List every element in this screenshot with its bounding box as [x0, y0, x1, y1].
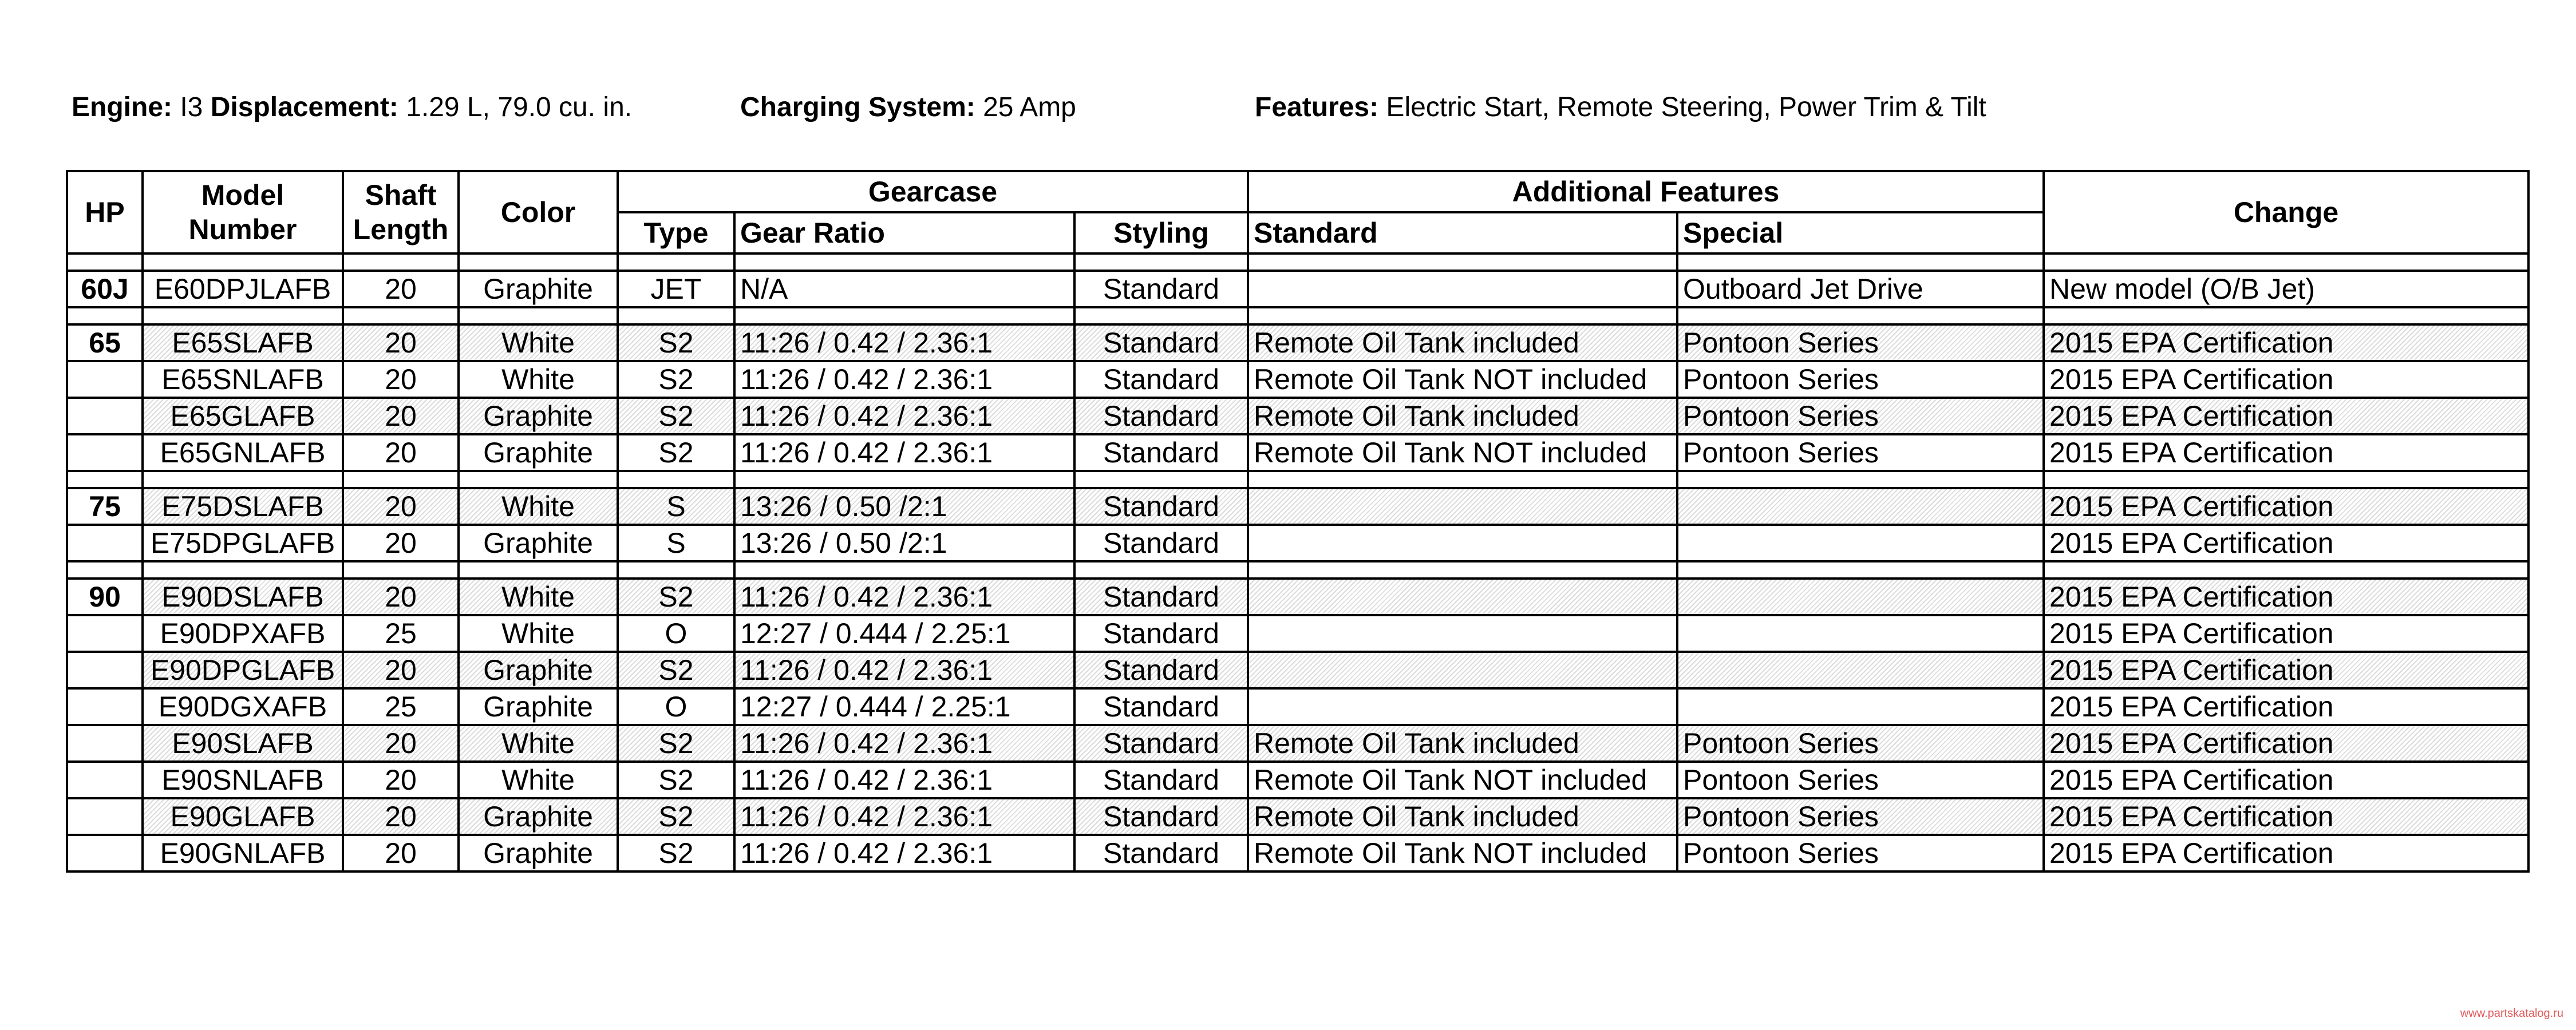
- gear-ratio-cell: 13:26 / 0.50 /2:1: [734, 488, 1074, 525]
- model-table: [66, 170, 2530, 873]
- header-gearcase: Gearcase: [618, 171, 1248, 212]
- table-body: [67, 253, 2528, 871]
- displacement-value: 1.29 L, 79.0 cu. in.: [406, 92, 633, 122]
- change-cell: 2015 EPA Certification: [2044, 525, 2528, 561]
- spacer-cell: [1677, 253, 2044, 271]
- spacer-cell: [1677, 471, 2044, 488]
- change-cell: 2015 EPA Certification: [2044, 434, 2528, 471]
- group-spacer-row: [67, 253, 2528, 271]
- color-cell: Graphite: [459, 835, 618, 871]
- charging-label: Charging System:: [740, 92, 975, 122]
- hp-cell: [67, 434, 143, 471]
- change-cell: 2015 EPA Certification: [2044, 835, 2528, 871]
- standard-feature-cell: [1248, 579, 1677, 615]
- table-row: [67, 324, 2528, 361]
- header-color: Color: [459, 171, 618, 253]
- spacer-cell: [2044, 253, 2528, 271]
- change-cell: 2015 EPA Certification: [2044, 398, 2528, 434]
- model-number-cell: E65GLAFB: [143, 398, 343, 434]
- hp-cell: [67, 725, 143, 762]
- hp-cell: [67, 652, 143, 688]
- spacer-cell: [343, 253, 459, 271]
- change-cell: 2015 EPA Certification: [2044, 361, 2528, 398]
- header-special: Special: [1677, 212, 2044, 253]
- special-feature-cell: Pontoon Series: [1677, 798, 2044, 835]
- table-row: [67, 361, 2528, 398]
- spacer-cell: [67, 561, 143, 579]
- color-cell: White: [459, 725, 618, 762]
- spacer-cell: [343, 561, 459, 579]
- spacer-cell: [343, 307, 459, 324]
- standard-feature-cell: [1248, 525, 1677, 561]
- gear-ratio-cell: 11:26 / 0.42 / 2.36:1: [734, 798, 1074, 835]
- spacer-cell: [1248, 253, 1677, 271]
- color-cell: Graphite: [459, 434, 618, 471]
- charging-spec: [740, 92, 1076, 123]
- gear-ratio-cell: 11:26 / 0.42 / 2.36:1: [734, 835, 1074, 871]
- gear-ratio-cell: N/A: [734, 271, 1074, 307]
- hp-cell: [67, 688, 143, 725]
- hp-cell: 90: [67, 579, 143, 615]
- special-feature-cell: Pontoon Series: [1677, 324, 2044, 361]
- color-cell: White: [459, 579, 618, 615]
- styling-cell: Standard: [1074, 835, 1248, 871]
- shaft-length-cell: 20: [343, 798, 459, 835]
- table-row: [67, 688, 2528, 725]
- special-feature-cell: Outboard Jet Drive: [1677, 271, 2044, 307]
- header-standard: Standard: [1248, 212, 1677, 253]
- styling-cell: Standard: [1074, 688, 1248, 725]
- gear-ratio-cell: 11:26 / 0.42 / 2.36:1: [734, 398, 1074, 434]
- spacer-cell: [2044, 561, 2528, 579]
- gear-ratio-cell: 11:26 / 0.42 / 2.36:1: [734, 434, 1074, 471]
- table-row: [67, 725, 2528, 762]
- shaft-length-cell: 20: [343, 835, 459, 871]
- shaft-length-cell: 20: [343, 488, 459, 525]
- special-feature-cell: Pontoon Series: [1677, 398, 2044, 434]
- gear-type-cell: O: [618, 688, 734, 725]
- spacer-cell: [1677, 307, 2044, 324]
- shaft-length-cell: 20: [343, 725, 459, 762]
- charging-value: 25 Amp: [983, 92, 1076, 122]
- shaft-length-cell: 20: [343, 271, 459, 307]
- shaft-length-cell: 20: [343, 398, 459, 434]
- special-feature-cell: [1677, 652, 2044, 688]
- model-number-cell: E90DPGLAFB: [143, 652, 343, 688]
- gear-type-cell: S2: [618, 652, 734, 688]
- features-value: Electric Start, Remote Steering, Power Trim & Tilt: [1386, 92, 1986, 122]
- styling-cell: Standard: [1074, 324, 1248, 361]
- shaft-length-cell: 25: [343, 688, 459, 725]
- standard-feature-cell: Remote Oil Tank included: [1248, 398, 1677, 434]
- shaft-length-cell: 20: [343, 652, 459, 688]
- special-feature-cell: [1677, 579, 2044, 615]
- spacer-cell: [1074, 307, 1248, 324]
- model-number-cell: E75DSLAFB: [143, 488, 343, 525]
- standard-feature-cell: [1248, 271, 1677, 307]
- shaft-length-cell: 20: [343, 434, 459, 471]
- styling-cell: Standard: [1074, 652, 1248, 688]
- gear-ratio-cell: 11:26 / 0.42 / 2.36:1: [734, 762, 1074, 798]
- model-number-cell: E65SLAFB: [143, 324, 343, 361]
- table-row: [67, 398, 2528, 434]
- header-shaft-length: Shaft Length: [343, 171, 459, 253]
- table-row: [67, 434, 2528, 471]
- special-feature-cell: Pontoon Series: [1677, 725, 2044, 762]
- gear-ratio-cell: 12:27 / 0.444 / 2.25:1: [734, 615, 1074, 652]
- hp-cell: [67, 615, 143, 652]
- color-cell: Graphite: [459, 525, 618, 561]
- color-cell: Graphite: [459, 271, 618, 307]
- gear-type-cell: S: [618, 525, 734, 561]
- spacer-cell: [1677, 561, 2044, 579]
- spacer-cell: [734, 253, 1074, 271]
- spacer-cell: [143, 471, 343, 488]
- styling-cell: Standard: [1074, 798, 1248, 835]
- standard-feature-cell: [1248, 615, 1677, 652]
- spacer-cell: [1248, 561, 1677, 579]
- standard-feature-cell: Remote Oil Tank NOT included: [1248, 434, 1677, 471]
- special-feature-cell: Pontoon Series: [1677, 835, 2044, 871]
- spacer-cell: [459, 253, 618, 271]
- gear-type-cell: JET: [618, 271, 734, 307]
- color-cell: Graphite: [459, 688, 618, 725]
- spacer-cell: [459, 561, 618, 579]
- header-styling: Styling: [1074, 212, 1248, 253]
- displacement-label: Displacement:: [210, 92, 398, 122]
- model-number-cell: E90DSLAFB: [143, 579, 343, 615]
- header-type: Type: [618, 212, 734, 253]
- standard-feature-cell: Remote Oil Tank NOT included: [1248, 361, 1677, 398]
- table-row: [67, 579, 2528, 615]
- special-feature-cell: Pontoon Series: [1677, 762, 2044, 798]
- special-feature-cell: [1677, 615, 2044, 652]
- model-number-cell: E60DPJLAFB: [143, 271, 343, 307]
- spacer-cell: [143, 253, 343, 271]
- standard-feature-cell: [1248, 652, 1677, 688]
- group-spacer-row: [67, 561, 2528, 579]
- color-cell: White: [459, 762, 618, 798]
- header-additional-features: Additional Features: [1248, 171, 2044, 212]
- model-number-cell: E90GNLAFB: [143, 835, 343, 871]
- color-cell: Graphite: [459, 798, 618, 835]
- gear-ratio-cell: 11:26 / 0.42 / 2.36:1: [734, 361, 1074, 398]
- model-number-cell: E90SLAFB: [143, 725, 343, 762]
- hp-cell: [67, 798, 143, 835]
- gear-ratio-cell: 11:26 / 0.42 / 2.36:1: [734, 725, 1074, 762]
- special-feature-cell: [1677, 488, 2044, 525]
- gear-type-cell: S2: [618, 835, 734, 871]
- spacer-cell: [2044, 307, 2528, 324]
- styling-cell: Standard: [1074, 579, 1248, 615]
- hp-cell: 60J: [67, 271, 143, 307]
- spacer-cell: [618, 307, 734, 324]
- spacer-cell: [2044, 471, 2528, 488]
- model-number-cell: E90GLAFB: [143, 798, 343, 835]
- spacer-cell: [618, 253, 734, 271]
- spacer-cell: [459, 471, 618, 488]
- model-number-cell: E90SNLAFB: [143, 762, 343, 798]
- hp-cell: [67, 398, 143, 434]
- spacer-cell: [618, 561, 734, 579]
- color-cell: White: [459, 324, 618, 361]
- gear-type-cell: S2: [618, 762, 734, 798]
- shaft-length-cell: 20: [343, 324, 459, 361]
- styling-cell: Standard: [1074, 271, 1248, 307]
- table-row: [67, 762, 2528, 798]
- hp-cell: [67, 762, 143, 798]
- styling-cell: Standard: [1074, 398, 1248, 434]
- header-hp: HP: [67, 171, 143, 253]
- spacer-cell: [1074, 561, 1248, 579]
- spacer-cell: [1074, 471, 1248, 488]
- hp-cell: [67, 361, 143, 398]
- model-number-cell: E65GNLAFB: [143, 434, 343, 471]
- model-number-cell: E90DGXAFB: [143, 688, 343, 725]
- header-change: Change: [2044, 171, 2528, 253]
- engine-label: Engine:: [72, 92, 172, 122]
- change-cell: 2015 EPA Certification: [2044, 324, 2528, 361]
- gear-type-cell: S2: [618, 725, 734, 762]
- color-cell: White: [459, 615, 618, 652]
- table-row: [67, 615, 2528, 652]
- table-row: [67, 488, 2528, 525]
- change-cell: 2015 EPA Certification: [2044, 725, 2528, 762]
- spacer-cell: [1248, 471, 1677, 488]
- gear-type-cell: S2: [618, 798, 734, 835]
- spacer-cell: [734, 307, 1074, 324]
- gear-type-cell: O: [618, 615, 734, 652]
- change-cell: 2015 EPA Certification: [2044, 798, 2528, 835]
- header-model-number: Model Number: [143, 171, 343, 253]
- styling-cell: Standard: [1074, 615, 1248, 652]
- model-number-cell: E75DPGLAFB: [143, 525, 343, 561]
- spacer-cell: [143, 561, 343, 579]
- group-spacer-row: [67, 307, 2528, 324]
- gear-type-cell: S2: [618, 579, 734, 615]
- shaft-length-cell: 20: [343, 579, 459, 615]
- standard-feature-cell: Remote Oil Tank included: [1248, 324, 1677, 361]
- standard-feature-cell: Remote Oil Tank included: [1248, 798, 1677, 835]
- spacer-cell: [67, 307, 143, 324]
- standard-feature-cell: Remote Oil Tank NOT included: [1248, 835, 1677, 871]
- hp-cell: 65: [67, 324, 143, 361]
- table-row: [67, 271, 2528, 307]
- table-row: [67, 525, 2528, 561]
- header-gear-ratio: Gear Ratio: [734, 212, 1074, 253]
- change-cell: 2015 EPA Certification: [2044, 615, 2528, 652]
- table-header: [67, 171, 2528, 253]
- styling-cell: Standard: [1074, 525, 1248, 561]
- change-cell: 2015 EPA Certification: [2044, 762, 2528, 798]
- spacer-cell: [1074, 253, 1248, 271]
- standard-feature-cell: [1248, 488, 1677, 525]
- specs-line: [0, 92, 2576, 132]
- spacer-cell: [734, 471, 1074, 488]
- change-cell: 2015 EPA Certification: [2044, 488, 2528, 525]
- table-row: [67, 652, 2528, 688]
- standard-feature-cell: Remote Oil Tank NOT included: [1248, 762, 1677, 798]
- table-row: [67, 798, 2528, 835]
- styling-cell: Standard: [1074, 434, 1248, 471]
- spacer-cell: [67, 253, 143, 271]
- change-cell: New model (O/B Jet): [2044, 271, 2528, 307]
- model-number-cell: E65SNLAFB: [143, 361, 343, 398]
- change-cell: 2015 EPA Certification: [2044, 579, 2528, 615]
- gear-ratio-cell: 13:26 / 0.50 /2:1: [734, 525, 1074, 561]
- gear-ratio-cell: 11:26 / 0.42 / 2.36:1: [734, 324, 1074, 361]
- change-cell: 2015 EPA Certification: [2044, 652, 2528, 688]
- gear-type-cell: S2: [618, 398, 734, 434]
- styling-cell: Standard: [1074, 361, 1248, 398]
- hp-cell: 75: [67, 488, 143, 525]
- features-label: Features:: [1255, 92, 1379, 122]
- special-feature-cell: Pontoon Series: [1677, 434, 2044, 471]
- gear-type-cell: S2: [618, 324, 734, 361]
- model-number-cell: E90DPXAFB: [143, 615, 343, 652]
- standard-feature-cell: [1248, 688, 1677, 725]
- shaft-length-cell: 20: [343, 525, 459, 561]
- styling-cell: Standard: [1074, 762, 1248, 798]
- spacer-cell: [459, 307, 618, 324]
- group-spacer-row: [67, 471, 2528, 488]
- spacer-cell: [343, 471, 459, 488]
- color-cell: Graphite: [459, 652, 618, 688]
- gear-ratio-cell: 12:27 / 0.444 / 2.25:1: [734, 688, 1074, 725]
- styling-cell: Standard: [1074, 725, 1248, 762]
- gear-ratio-cell: 11:26 / 0.42 / 2.36:1: [734, 579, 1074, 615]
- special-feature-cell: [1677, 688, 2044, 725]
- gear-ratio-cell: 11:26 / 0.42 / 2.36:1: [734, 652, 1074, 688]
- styling-cell: Standard: [1074, 488, 1248, 525]
- spacer-cell: [143, 307, 343, 324]
- special-feature-cell: [1677, 525, 2044, 561]
- table-row: [67, 835, 2528, 871]
- change-cell: 2015 EPA Certification: [2044, 688, 2528, 725]
- watermark-text: www.partskatalog.ru: [2460, 1007, 2563, 1020]
- hp-cell: [67, 835, 143, 871]
- shaft-length-cell: 25: [343, 615, 459, 652]
- color-cell: White: [459, 488, 618, 525]
- color-cell: Graphite: [459, 398, 618, 434]
- standard-feature-cell: Remote Oil Tank included: [1248, 725, 1677, 762]
- spacer-cell: [734, 561, 1074, 579]
- shaft-length-cell: 20: [343, 762, 459, 798]
- spacer-cell: [1248, 307, 1677, 324]
- features-spec: [1255, 92, 1986, 123]
- spacer-cell: [67, 471, 143, 488]
- gear-type-cell: S2: [618, 434, 734, 471]
- spacer-cell: [618, 471, 734, 488]
- engine-value: I3: [180, 92, 203, 122]
- gear-type-cell: S: [618, 488, 734, 525]
- engine-spec: [72, 92, 632, 123]
- special-feature-cell: Pontoon Series: [1677, 361, 2044, 398]
- color-cell: White: [459, 361, 618, 398]
- shaft-length-cell: 20: [343, 361, 459, 398]
- gear-type-cell: S2: [618, 361, 734, 398]
- hp-cell: [67, 525, 143, 561]
